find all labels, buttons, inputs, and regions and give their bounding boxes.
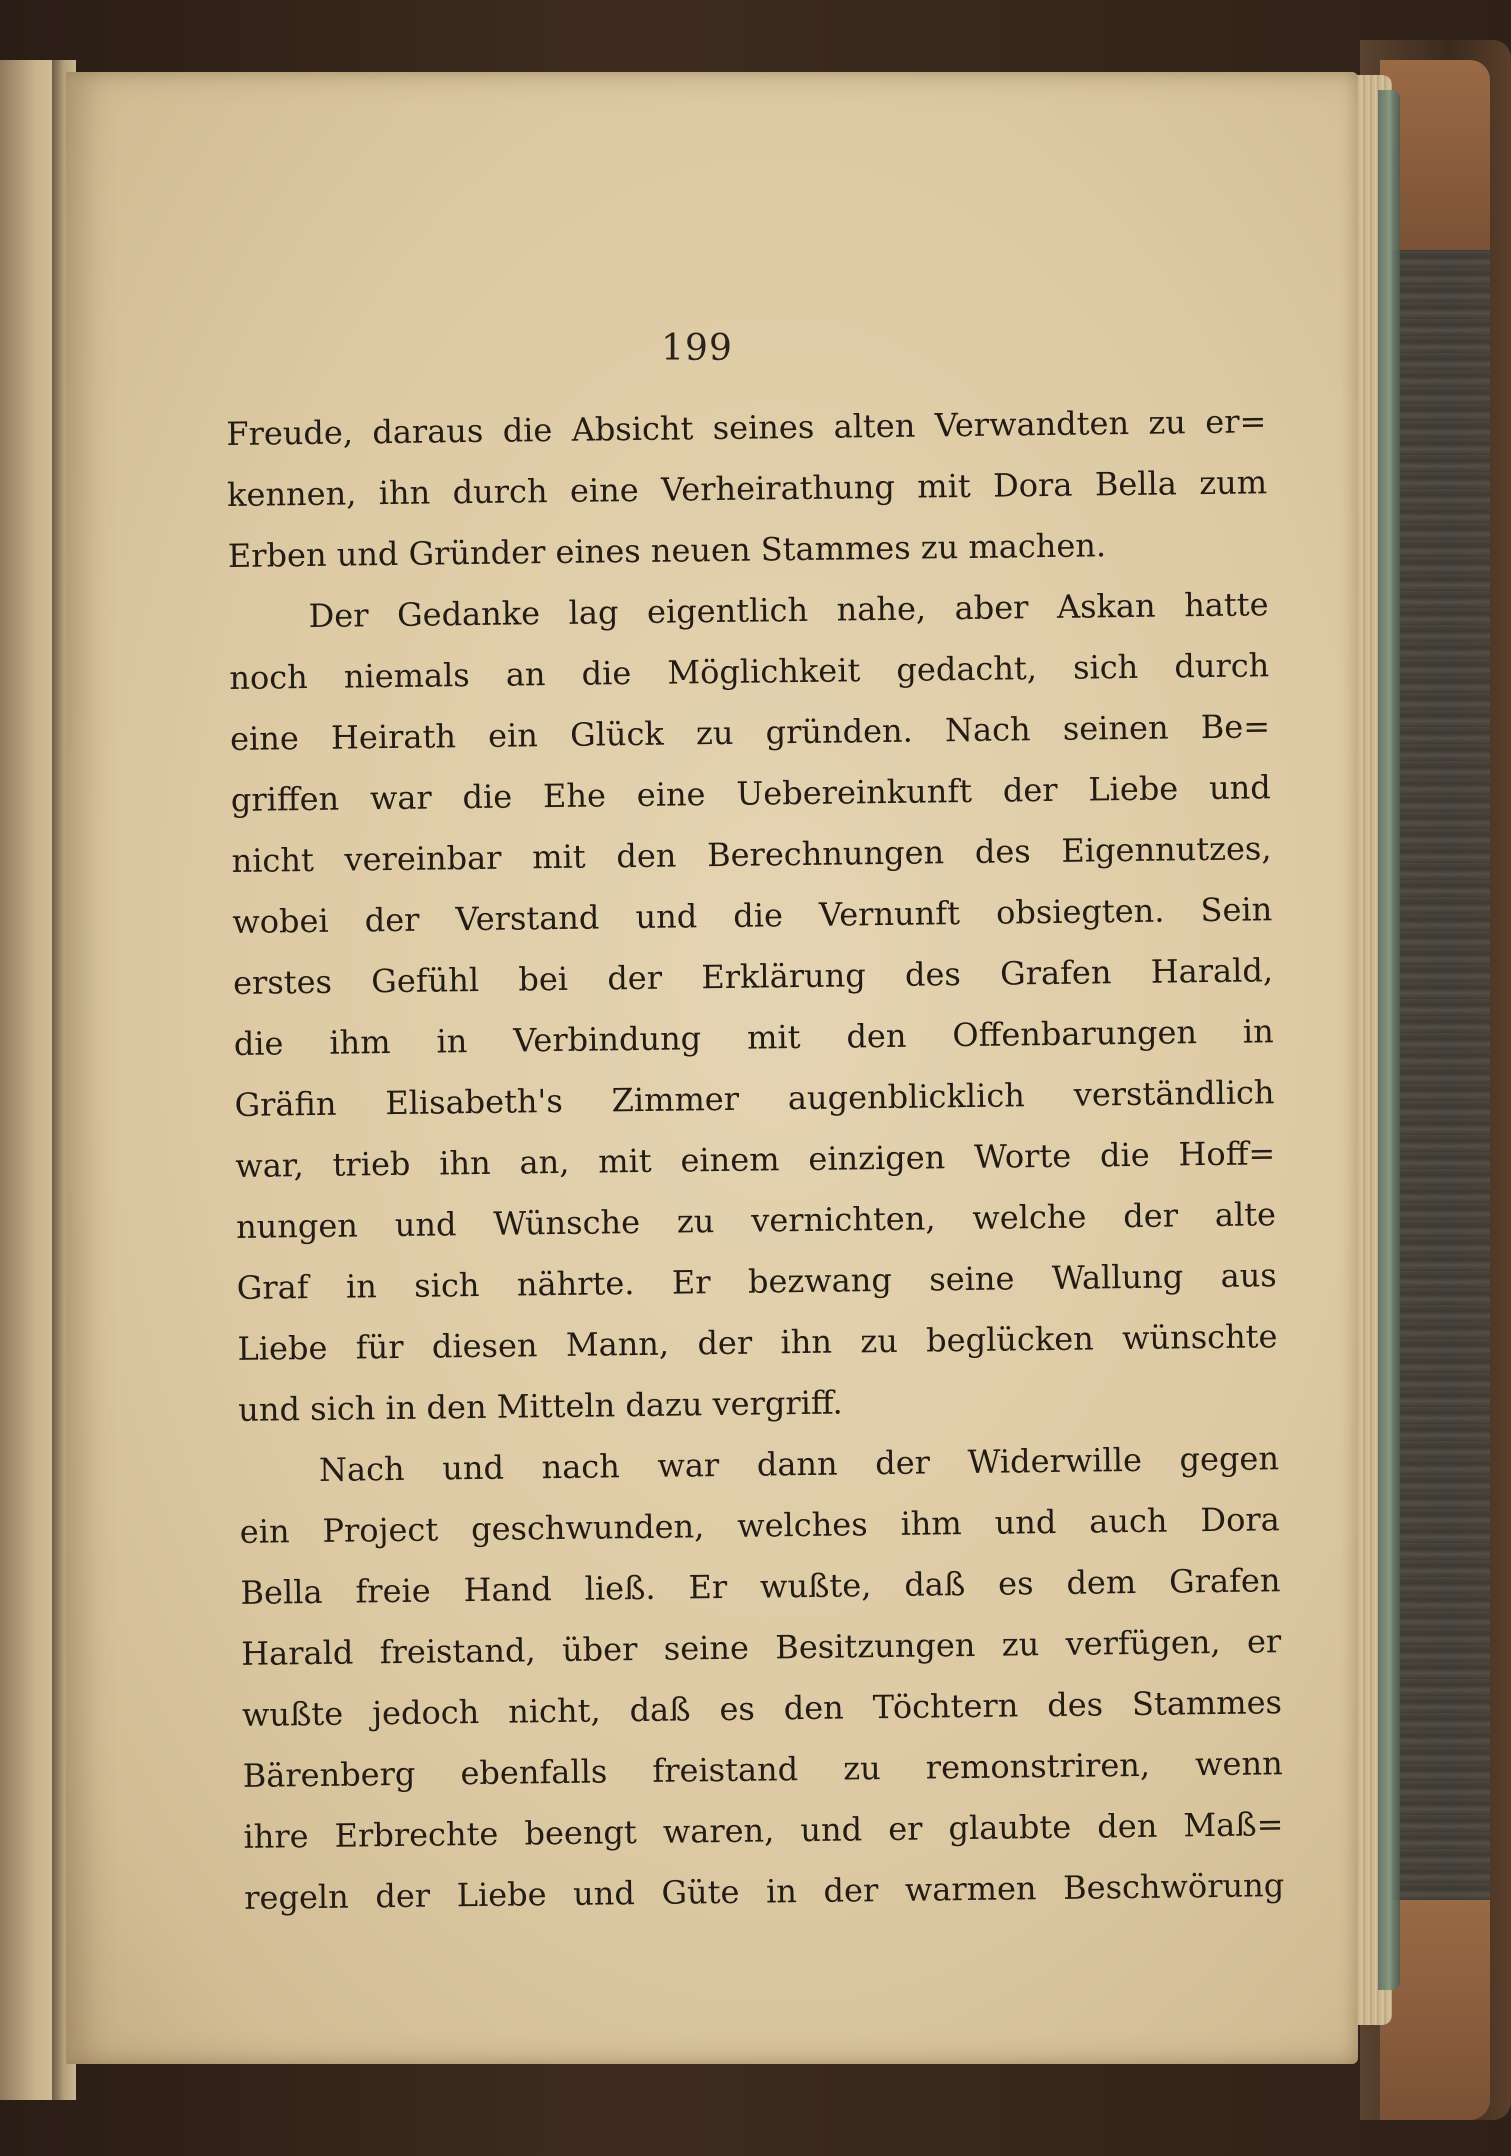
text-line: Harald freistand, über seine Besitzungen zu verfügen, er [241, 1622, 1282, 1673]
text-line: Freude, daraus die Absicht seines alten Verwandten zu er= [226, 402, 1267, 453]
text-line: ein Project geschwunden, welches ihm und auch Dora [239, 1500, 1280, 1551]
body-text [226, 391, 1285, 1929]
text-line: griffen war die Ehe eine Uebereinkunft der Liebe und [230, 768, 1271, 819]
text-line: und sich in den Mitteln dazu vergriff. [238, 1383, 843, 1429]
text-line: kennen, ihn durch eine Verheirathung mit Dora Bella zum [226, 463, 1268, 514]
text-line: Bärenberg ebenfalls freistand zu remonstriren, wenn [242, 1744, 1283, 1795]
text-line: regeln der Liebe und Güte in der warmen Beschwörung [244, 1866, 1285, 1917]
text-line: Liebe für diesen Mann, der ihn zu beglücken wünschte [237, 1317, 1278, 1368]
endpaper-edge [1378, 90, 1400, 1990]
page-number: 199 [661, 328, 733, 369]
text-line: Nach und nach war dann der Widerwille gegen [318, 1439, 1280, 1489]
text-line: Graf in sich nährte. Er bezwang seine Wallung aus [236, 1256, 1277, 1307]
text-line: Gräfin Elisabeth's Zimmer augenblicklich verständlich [234, 1073, 1275, 1124]
text-line: Der Gedanke lag eigentlich nahe, aber Askan hatte [308, 585, 1269, 636]
cover-leather-texture [1400, 200, 1490, 2000]
text-line: ihre Erbrechte beengt waren, und er glaubte den Maß= [243, 1805, 1284, 1856]
text-line: Erben und Gründer eines neuen Stammes zu machen. [227, 526, 1107, 575]
text-line: Bella freie Hand ließ. Er wußte, daß es dem Grafen [240, 1561, 1281, 1612]
text-line: nicht vereinbar mit den Berechnungen des Eigennutzes, [231, 829, 1272, 880]
text-line: war, trieb ihn an, mit einem einzigen Worte die Hoff= [235, 1134, 1276, 1185]
text-line: eine Heirath ein Glück zu gründen. Nach seinen Be= [229, 707, 1271, 758]
text-line: die ihm in Verbindung mit den Offenbarungen in [233, 1012, 1274, 1063]
text-line: noch niemals an die Möglichkeit gedacht, sich durch [229, 646, 1270, 697]
text-line: nungen und Wünsche zu vernichten, welche der alte [235, 1195, 1277, 1246]
book-page [66, 72, 1358, 2064]
text-line: wußte jedoch nicht, daß es den Töchtern des Stammes [241, 1683, 1283, 1734]
text-line: wobei der Verstand und die Vernunft obsiegten. Sein [232, 890, 1273, 941]
text-line: erstes Gefühl bei der Erklärung des Grafen Harald, [232, 951, 1274, 1002]
